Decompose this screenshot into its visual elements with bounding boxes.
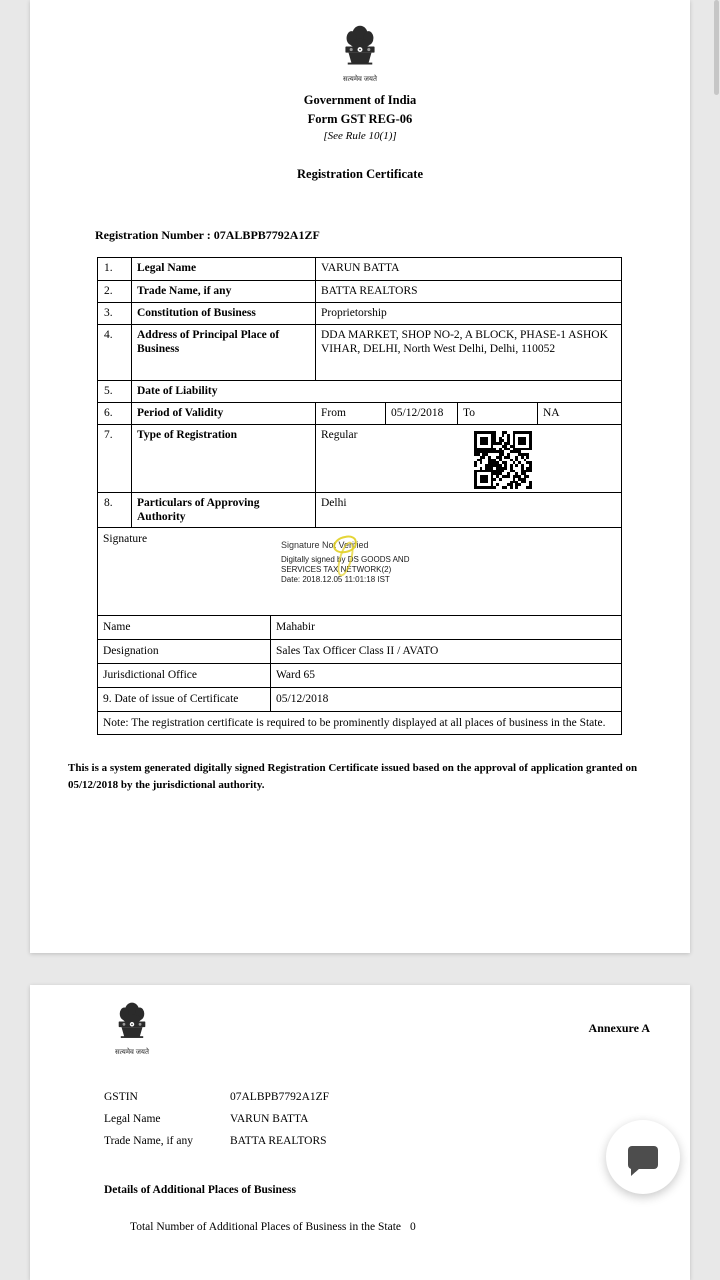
field-row: [104, 1091, 329, 1103]
validity-from-value: 05/12/2018: [386, 403, 458, 424]
digital-signature-line: Digitally signed by DS GOODS AND: [281, 555, 410, 564]
emblem-of-india-icon: [337, 24, 383, 74]
field-value: Delhi: [321, 497, 347, 509]
total-places-row: [130, 1221, 570, 1233]
field-value: BATTA REALTORS: [230, 1135, 327, 1147]
chat-bubble-icon: [628, 1146, 658, 1169]
table-row: [98, 616, 621, 640]
field-value: BATTA REALTORS: [321, 285, 418, 297]
field-label: Name: [98, 616, 271, 639]
digital-signature-block: [281, 540, 410, 585]
table-row: [98, 280, 621, 302]
table-row: [98, 380, 621, 402]
field-label: Trade Name, if any: [132, 281, 316, 302]
row-number: 3.: [98, 303, 132, 324]
field-row: [104, 1135, 329, 1147]
digital-signature-line: Date: 2018.12.05 11:01:18 IST: [281, 575, 390, 584]
table-row: [98, 688, 621, 712]
signature-box: [97, 528, 622, 616]
row-number: 5.: [98, 381, 132, 402]
table-row: [98, 640, 621, 664]
table-row: [98, 402, 621, 424]
note-row: [98, 712, 621, 734]
registration-number-value: 07ALBPB7792A1ZF: [213, 228, 320, 242]
validity-to-value: NA: [543, 407, 560, 419]
row-number: 7.: [98, 425, 132, 492]
field-label: Designation: [98, 640, 271, 663]
field-label: Particulars of Approving Authority: [132, 493, 316, 527]
field-value: Ward 65: [276, 669, 315, 681]
field-value: 05/12/2018: [276, 693, 329, 705]
form-name-heading: Form GST REG-06: [307, 112, 413, 126]
system-generated-note: This is a system generated digitally signed Registration Certificate issued based on the approval of application granted on 05/12/2018 by the jurisdictional authority.: [68, 762, 638, 791]
field-value: DDA MARKET, SHOP NO-2, A BLOCK, PHASE-1 ASHOK VIHAR, DELHI, North West Delhi, Delhi, 110052: [321, 329, 608, 355]
table-row: [98, 258, 621, 280]
field-row: [104, 1113, 329, 1125]
field-label: Legal Name: [104, 1113, 161, 1125]
field-value: VARUN BATTA: [230, 1113, 309, 1125]
field-label: Type of Registration: [132, 425, 316, 492]
government-of-india-heading: Government of India: [303, 93, 417, 107]
field-value: [316, 425, 621, 492]
document-header: [30, 24, 690, 182]
signature-label: Signature: [103, 533, 148, 545]
row-number: 1.: [98, 258, 132, 280]
certificate-tables: [97, 257, 622, 735]
validity-from-label: From: [316, 403, 386, 424]
table-row: [98, 664, 621, 688]
annexure-fields: [104, 1091, 329, 1157]
field-label: Trade Name, if any: [104, 1135, 193, 1147]
field-value: Mahabir: [276, 621, 315, 633]
field-label: GSTIN: [104, 1091, 138, 1103]
field-value: Proprietorship: [321, 307, 387, 319]
certificate-title: Registration Certificate: [297, 167, 423, 181]
scrollbar-thumb[interactable]: [714, 0, 719, 95]
field-value: VARUN BATTA: [321, 262, 400, 274]
row-number: 2.: [98, 281, 132, 302]
table-row: [98, 492, 621, 527]
annexure-label: Annexure A: [588, 1021, 650, 1035]
field-value: Sales Tax Officer Class II / AVATO: [276, 645, 439, 657]
field-label: Jurisdictional Office: [98, 664, 271, 687]
rule-reference: [See Rule 10(1)]: [323, 130, 397, 142]
total-places-label: Total Number of Additional Places of Business in the State: [130, 1221, 402, 1233]
field-value: 07ALBPB7792A1ZF: [230, 1091, 330, 1103]
table-row: [98, 424, 621, 492]
details-table: [97, 257, 622, 528]
field-label: Period of Validity: [132, 403, 316, 424]
signature-not-verified-text: Signature Not Verified: [281, 540, 369, 550]
certificate-page-1: [30, 0, 690, 953]
field-label: Constitution of Business: [132, 303, 316, 324]
field-label: Legal Name: [132, 258, 316, 280]
emblem-motto: सत्यमेव जयते: [115, 1048, 149, 1056]
field-label: Date of Liability: [137, 385, 218, 397]
additional-places-section-title: Details of Additional Places of Business: [104, 1184, 297, 1196]
approving-officer-table: [97, 616, 622, 735]
registration-number-label: Registration Number :: [95, 228, 211, 242]
row-number: 6.: [98, 403, 132, 424]
table-row: [98, 324, 621, 380]
certificate-page-2-annexure: [30, 985, 690, 1280]
note-text: Note: The registration certificate is required to be prominently displayed at all places of business in the State.: [103, 717, 606, 729]
chat-fab-button[interactable]: [606, 1120, 680, 1194]
validity-to-label: To: [458, 403, 538, 424]
field-label: 9. Date of issue of Certificate: [98, 688, 271, 711]
qr-code: [474, 431, 532, 489]
emblem-of-india-icon: [100, 1001, 164, 1057]
total-places-value: 0: [410, 1221, 416, 1233]
emblem-motto: सत्यमेव जयते: [343, 75, 377, 83]
row-number: 8.: [98, 493, 132, 527]
table-row: [98, 302, 621, 324]
field-label: Address of Principal Place of Business: [132, 325, 316, 380]
registration-number-line: [95, 228, 320, 243]
row-number: 4.: [98, 325, 132, 380]
digital-signature-line: SERVICES TAX NETWORK(2): [281, 565, 392, 574]
registration-type-value: Regular: [321, 429, 358, 441]
